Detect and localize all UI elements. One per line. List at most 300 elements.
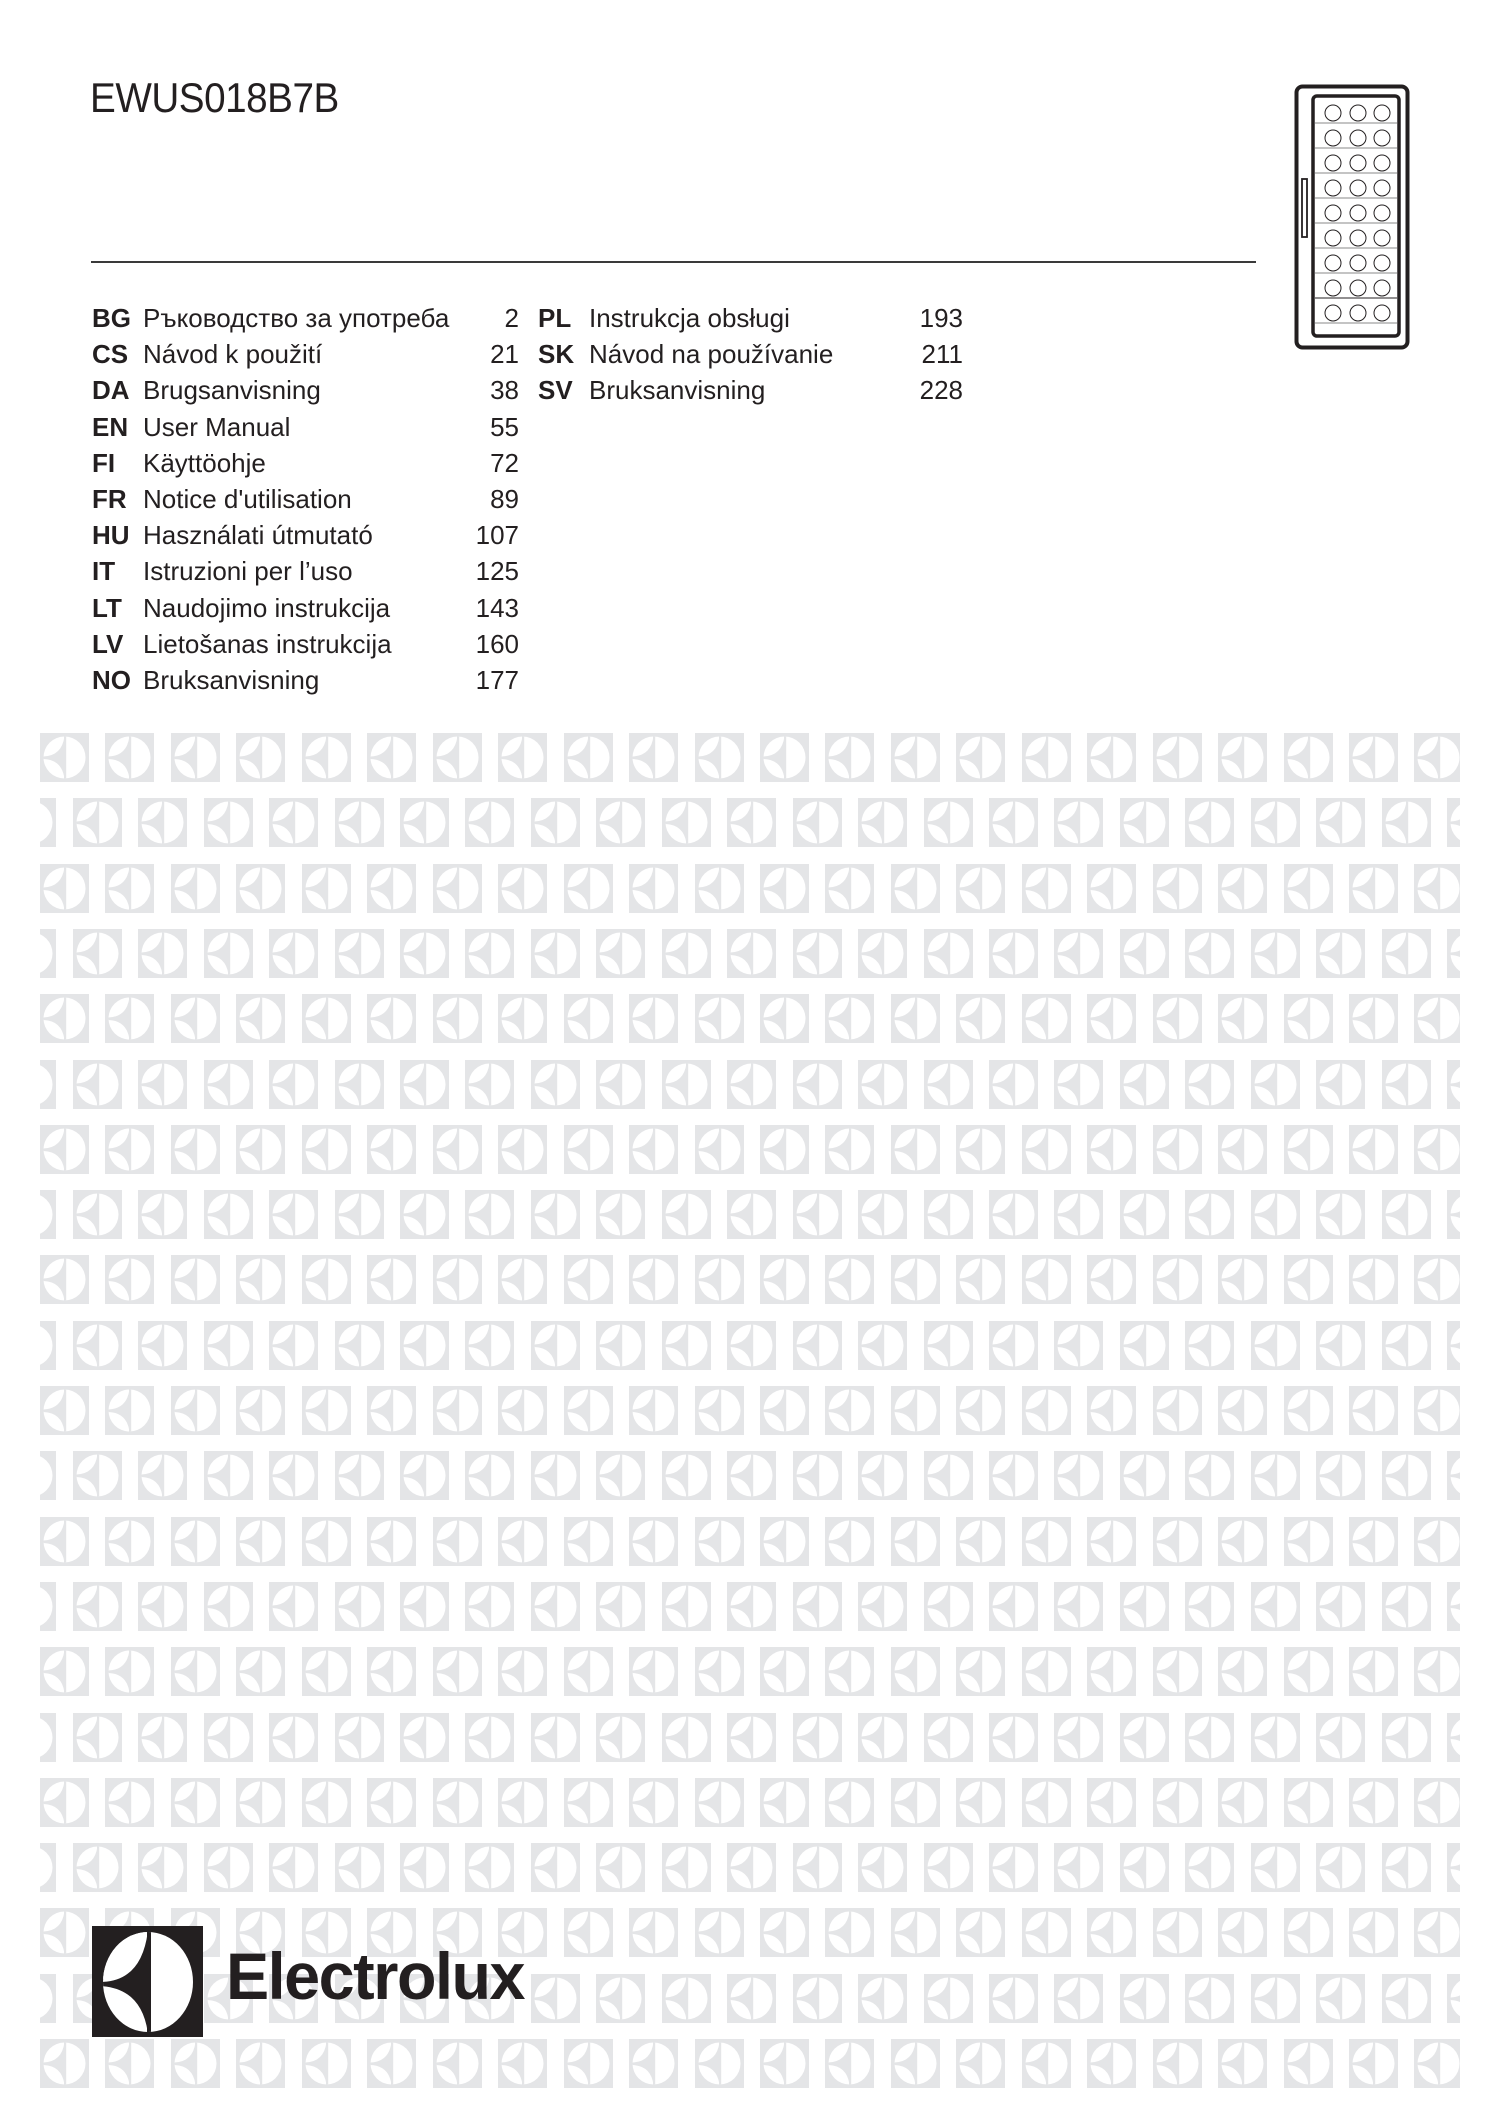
electrolux-symbol-icon	[891, 1255, 940, 1304]
electrolux-symbol-icon	[531, 1060, 580, 1109]
electrolux-symbol-icon	[269, 1582, 318, 1631]
electrolux-symbol-icon	[1349, 733, 1398, 782]
electrolux-symbol-icon	[367, 864, 416, 913]
electrolux-symbol-icon	[498, 2039, 547, 2088]
electrolux-symbol-icon	[105, 1386, 154, 1435]
electrolux-symbol-icon	[400, 798, 449, 847]
electrolux-symbol-icon	[695, 1778, 744, 1827]
electrolux-symbol-icon	[236, 994, 285, 1043]
electrolux-symbol-icon	[1054, 1974, 1103, 2023]
electrolux-symbol-icon	[629, 1255, 678, 1304]
electrolux-symbol-icon	[1153, 733, 1202, 782]
electrolux-symbol-icon	[924, 1321, 973, 1370]
electrolux-symbol-icon	[1316, 798, 1365, 847]
electrolux-symbol-icon	[825, 1386, 874, 1435]
electrolux-symbol-icon	[1414, 1255, 1460, 1304]
electrolux-symbol-icon	[1447, 1843, 1460, 1892]
electrolux-symbol-icon	[564, 1517, 613, 1566]
electrolux-symbol-icon	[40, 1060, 56, 1109]
electrolux-symbol-icon	[1218, 864, 1267, 913]
electrolux-symbol-icon	[1316, 1582, 1365, 1631]
electrolux-symbol-icon	[498, 1778, 547, 1827]
electrolux-symbol-icon	[956, 1778, 1005, 1827]
electrolux-symbol-icon	[956, 994, 1005, 1043]
electrolux-symbol-icon	[1316, 1451, 1365, 1500]
electrolux-symbol-icon	[760, 733, 809, 782]
electrolux-symbol-icon	[1218, 1517, 1267, 1566]
electrolux-symbol-icon	[1349, 1647, 1398, 1696]
electrolux-symbol-icon	[989, 1713, 1038, 1762]
electrolux-symbol-icon	[105, 2039, 154, 2088]
electrolux-symbol-icon	[695, 864, 744, 913]
electrolux-symbol-icon	[1447, 1321, 1460, 1370]
electrolux-symbol-icon	[956, 864, 1005, 913]
electrolux-symbol-icon	[433, 1778, 482, 1827]
electrolux-symbol-icon	[204, 1582, 253, 1631]
electrolux-symbol-icon	[1284, 1125, 1333, 1174]
electrolux-symbol-icon	[564, 733, 613, 782]
electrolux-symbol-icon	[335, 1190, 384, 1239]
electrolux-symbol-icon	[1022, 1125, 1071, 1174]
electrolux-symbol-icon	[400, 1321, 449, 1370]
electrolux-symbol-icon	[498, 1255, 547, 1304]
electrolux-symbol-icon	[662, 1451, 711, 1500]
electrolux-symbol-icon	[236, 1647, 285, 1696]
electrolux-symbol-icon	[400, 1843, 449, 1892]
electrolux-symbol-icon	[1316, 1974, 1365, 2023]
electrolux-symbol-icon	[40, 1321, 56, 1370]
electrolux-symbol-icon	[564, 1908, 613, 1957]
electrolux-symbol-icon	[1414, 733, 1460, 782]
electrolux-symbol-icon	[858, 798, 907, 847]
electrolux-symbol-icon	[1022, 1647, 1071, 1696]
electrolux-symbol-icon	[465, 1060, 514, 1109]
electrolux-symbol-icon	[367, 1255, 416, 1304]
electrolux-symbol-icon	[1251, 1060, 1300, 1109]
electrolux-symbol-icon	[204, 1713, 253, 1762]
electrolux-symbol-icon	[989, 1582, 1038, 1631]
electrolux-symbol-icon	[1087, 1125, 1136, 1174]
electrolux-symbol-icon	[1447, 1190, 1460, 1239]
electrolux-symbol-icon	[105, 864, 154, 913]
electrolux-symbol-icon	[564, 1778, 613, 1827]
electrolux-symbol-icon	[105, 733, 154, 782]
electrolux-symbol-icon	[269, 1713, 318, 1762]
electrolux-symbol-icon	[924, 1190, 973, 1239]
toc-language-code: NO	[92, 665, 131, 695]
electrolux-symbol-icon	[40, 1647, 89, 1696]
electrolux-symbol-icon	[73, 798, 122, 847]
electrolux-symbol-icon	[1054, 1843, 1103, 1892]
electrolux-symbol-icon	[465, 1321, 514, 1370]
electrolux-symbol-icon	[400, 1451, 449, 1500]
electrolux-symbol-icon	[629, 2039, 678, 2088]
electrolux-symbol-icon	[40, 864, 89, 913]
toc-entry-bg	[92, 300, 519, 336]
electrolux-symbol-icon	[1284, 733, 1333, 782]
electrolux-symbol-icon	[367, 1125, 416, 1174]
electrolux-symbol-icon	[400, 1582, 449, 1631]
electrolux-symbol-icon	[1316, 1713, 1365, 1762]
electrolux-symbol-icon	[531, 798, 580, 847]
electrolux-symbol-icon	[204, 1321, 253, 1370]
electrolux-symbol-icon	[891, 1386, 940, 1435]
electrolux-symbol-icon	[465, 1190, 514, 1239]
electrolux-symbol-icon	[204, 1843, 253, 1892]
electrolux-symbol-icon	[727, 1451, 776, 1500]
electrolux-symbol-icon	[1316, 929, 1365, 978]
electrolux-symbol-icon	[629, 994, 678, 1043]
electrolux-symbol-icon	[367, 1778, 416, 1827]
electrolux-symbol-icon	[433, 1125, 482, 1174]
electrolux-symbol-icon	[858, 1582, 907, 1631]
electrolux-symbol-icon	[727, 798, 776, 847]
electrolux-symbol-icon	[138, 1451, 187, 1500]
electrolux-symbol-icon	[1349, 994, 1398, 1043]
electrolux-symbol-icon	[564, 2039, 613, 2088]
toc-entry-lv	[92, 626, 519, 662]
electrolux-symbol-icon	[335, 1713, 384, 1762]
electrolux-symbol-icon	[302, 1386, 351, 1435]
toc-language-code: LV	[92, 628, 124, 659]
electrolux-symbol-icon	[793, 1060, 842, 1109]
toc-language-code: IT	[92, 556, 116, 587]
electrolux-symbol-icon	[662, 1582, 711, 1631]
electrolux-symbol-icon	[1087, 994, 1136, 1043]
electrolux-symbol-icon	[793, 1843, 842, 1892]
electrolux-symbol-icon	[1153, 1647, 1202, 1696]
electrolux-symbol-icon	[1120, 1713, 1169, 1762]
electrolux-symbol-icon	[236, 1125, 285, 1174]
electrolux-symbol-icon	[1284, 1255, 1333, 1304]
toc-manual-title: Használati útmutató	[143, 520, 373, 551]
electrolux-symbol-icon	[662, 798, 711, 847]
electrolux-symbol-icon	[825, 1908, 874, 1957]
electrolux-symbol-icon	[335, 1582, 384, 1631]
electrolux-symbol-icon	[433, 1517, 482, 1566]
electrolux-symbol-icon	[793, 1321, 842, 1370]
electrolux-symbol-icon	[335, 798, 384, 847]
toc-manual-title: User Manual	[143, 411, 291, 442]
electrolux-symbol-icon	[1251, 1190, 1300, 1239]
toc-page-number: 211	[921, 339, 963, 370]
electrolux-symbol-icon	[40, 1974, 56, 2023]
electrolux-symbol-icon	[924, 1582, 973, 1631]
electrolux-symbol-icon	[1382, 1582, 1431, 1631]
electrolux-symbol-icon	[1382, 1974, 1431, 2023]
electrolux-symbol-icon	[1087, 1908, 1136, 1957]
toc-page-number: 228	[919, 375, 963, 406]
electrolux-symbol-icon	[105, 1255, 154, 1304]
electrolux-symbol-icon	[629, 1386, 678, 1435]
electrolux-symbol-icon	[236, 2039, 285, 2088]
electrolux-symbol-icon	[1382, 798, 1431, 847]
toc-entry-sk	[538, 336, 963, 372]
electrolux-symbol-icon	[1414, 994, 1460, 1043]
electrolux-symbol-icon	[236, 1255, 285, 1304]
electrolux-symbol-icon	[73, 1060, 122, 1109]
electrolux-symbol-icon	[73, 1321, 122, 1370]
electrolux-symbol-icon	[171, 733, 220, 782]
electrolux-symbol-icon	[1316, 1060, 1365, 1109]
electrolux-symbol-icon	[236, 1778, 285, 1827]
electrolux-symbol-icon	[1087, 1517, 1136, 1566]
electrolux-symbol-icon	[629, 864, 678, 913]
electrolux-symbol-icon	[989, 1190, 1038, 1239]
electrolux-symbol-icon	[1382, 1060, 1431, 1109]
electrolux-symbol-icon	[40, 798, 56, 847]
electrolux-symbol-icon	[989, 929, 1038, 978]
electrolux-symbol-icon	[400, 1060, 449, 1109]
electrolux-symbol-icon	[335, 929, 384, 978]
electrolux-symbol-icon	[335, 1451, 384, 1500]
electrolux-symbol-icon	[891, 1125, 940, 1174]
electrolux-symbol-icon	[1087, 2039, 1136, 2088]
electrolux-symbol-icon	[1120, 1321, 1169, 1370]
electrolux-symbol-icon	[760, 1778, 809, 1827]
electrolux-symbol-icon	[891, 1647, 940, 1696]
electrolux-symbol-icon	[1022, 2039, 1071, 2088]
electrolux-symbol-icon	[924, 929, 973, 978]
electrolux-symbol-icon	[1316, 1321, 1365, 1370]
electrolux-symbol-icon	[498, 994, 547, 1043]
electrolux-symbol-icon	[335, 1843, 384, 1892]
electrolux-symbol-icon	[760, 1255, 809, 1304]
electrolux-symbol-icon	[564, 864, 613, 913]
toc-language-code: SV	[538, 375, 573, 406]
header-divider	[91, 261, 1256, 263]
electrolux-symbol-icon	[171, 864, 220, 913]
electrolux-symbol-icon	[105, 994, 154, 1043]
electrolux-symbol-icon	[1120, 1190, 1169, 1239]
electrolux-symbol-icon	[596, 1451, 645, 1500]
electrolux-symbol-icon	[1284, 1778, 1333, 1827]
electrolux-symbol-icon	[1349, 1386, 1398, 1435]
toc-page-number: 38	[490, 375, 519, 406]
toc-language-code: SK	[538, 339, 575, 370]
electrolux-symbol-icon	[433, 994, 482, 1043]
electrolux-symbol-icon	[891, 994, 940, 1043]
electrolux-symbol-icon	[695, 1647, 744, 1696]
electrolux-symbol-icon	[596, 929, 645, 978]
electrolux-symbol-icon	[531, 1843, 580, 1892]
electrolux-symbol-icon	[1414, 1647, 1460, 1696]
electrolux-symbol-icon	[596, 1582, 645, 1631]
electrolux-symbol-icon	[1414, 864, 1460, 913]
toc-manual-title: Bruksanvisning	[143, 665, 320, 695]
electrolux-symbol-icon	[302, 1778, 351, 1827]
electrolux-symbol-icon	[956, 1908, 1005, 1957]
toc-language-code: CS	[92, 339, 129, 370]
electrolux-symbol-icon	[1382, 1713, 1431, 1762]
electrolux-symbol-icon	[1349, 1778, 1398, 1827]
electrolux-symbol-icon	[1414, 1125, 1460, 1174]
electrolux-symbol-icon	[564, 1647, 613, 1696]
toc-entry-fi	[92, 445, 519, 481]
electrolux-symbol-icon	[269, 798, 318, 847]
electrolux-symbol-icon	[1022, 1908, 1071, 1957]
electrolux-symbol-icon	[73, 1843, 122, 1892]
toc-language-code: PL	[538, 303, 572, 333]
electrolux-symbol-icon	[73, 1190, 122, 1239]
electrolux-symbol-icon	[1349, 864, 1398, 913]
electrolux-symbol-icon	[105, 1517, 154, 1566]
toc-page-number: 193	[919, 303, 963, 333]
electrolux-symbol-icon	[433, 1647, 482, 1696]
electrolux-symbol-icon	[596, 1974, 645, 2023]
electrolux-symbol-icon	[1218, 1908, 1267, 1957]
electrolux-symbol-icon	[662, 1974, 711, 2023]
electrolux-symbol-icon	[1054, 1713, 1103, 1762]
toc-manual-title: Notice d'utilisation	[143, 484, 352, 514]
electrolux-symbol-icon	[695, 2039, 744, 2088]
electrolux-symbol-icon	[1185, 1582, 1234, 1631]
electrolux-symbol-icon	[1447, 1582, 1460, 1631]
electrolux-symbol-icon	[662, 1190, 711, 1239]
electrolux-symbol-icon	[302, 1125, 351, 1174]
electrolux-symbol-icon	[1153, 864, 1202, 913]
toc-language-code: FR	[92, 484, 127, 514]
electrolux-symbol-icon	[760, 1517, 809, 1566]
toc-entry-hu	[92, 517, 519, 553]
electrolux-symbol-icon	[1153, 994, 1202, 1043]
electrolux-symbol-icon	[727, 1713, 776, 1762]
electrolux-symbol-icon	[956, 1517, 1005, 1566]
electrolux-symbol-icon	[1022, 733, 1071, 782]
electrolux-symbol-icon	[335, 1321, 384, 1370]
electrolux-symbol-icon	[695, 994, 744, 1043]
electrolux-symbol-icon	[105, 1125, 154, 1174]
electrolux-symbol-icon	[760, 1386, 809, 1435]
electrolux-symbol-icon	[629, 1778, 678, 1827]
electrolux-symbol-icon	[269, 1060, 318, 1109]
electrolux-symbol-icon	[40, 1713, 56, 1762]
electrolux-symbol-icon	[956, 1386, 1005, 1435]
electrolux-symbol-icon	[1349, 1125, 1398, 1174]
electrolux-symbol-icon	[956, 1255, 1005, 1304]
electrolux-symbol-icon	[138, 798, 187, 847]
electrolux-symbol-icon	[1349, 2039, 1398, 2088]
electrolux-symbol-icon	[269, 1321, 318, 1370]
electrolux-symbol-icon	[629, 1125, 678, 1174]
toc-entry-lt	[92, 590, 519, 626]
electrolux-symbol-icon	[433, 2039, 482, 2088]
electrolux-symbol-icon	[1054, 1190, 1103, 1239]
toc-entry-da	[92, 372, 519, 408]
electrolux-symbol-icon	[825, 2039, 874, 2088]
toc-entry-fr	[92, 481, 519, 517]
electrolux-symbol-icon	[171, 1647, 220, 1696]
electrolux-symbol-icon	[204, 1190, 253, 1239]
electrolux-symbol-icon	[858, 1713, 907, 1762]
electrolux-symbol-icon	[531, 1582, 580, 1631]
electrolux-symbol-icon	[891, 1517, 940, 1566]
electrolux-symbol-icon	[1185, 1321, 1234, 1370]
electrolux-symbol-icon	[1284, 1647, 1333, 1696]
electrolux-symbol-icon	[400, 1713, 449, 1762]
electrolux-symbol-icon	[825, 1125, 874, 1174]
electrolux-symbol-icon	[727, 1321, 776, 1370]
toc-page-number: 2	[504, 303, 519, 333]
electrolux-pattern-background	[40, 730, 1460, 2090]
electrolux-symbol-icon	[1251, 1843, 1300, 1892]
electrolux-symbol-icon	[1284, 1517, 1333, 1566]
electrolux-symbol-icon	[1218, 994, 1267, 1043]
toc-manual-title: Naudojimo instrukcija	[143, 592, 391, 623]
electrolux-symbol-icon	[498, 1386, 547, 1435]
electrolux-symbol-icon	[302, 1517, 351, 1566]
electrolux-symbol-icon	[1218, 1255, 1267, 1304]
electrolux-symbol-icon	[531, 1321, 580, 1370]
toc-manual-title: Brugsanvisning	[143, 375, 321, 406]
electrolux-symbol-icon	[236, 733, 285, 782]
electrolux-symbol-icon	[1284, 1386, 1333, 1435]
electrolux-symbol-icon	[465, 1843, 514, 1892]
electrolux-symbol-icon	[825, 1255, 874, 1304]
electrolux-symbol-icon	[727, 1582, 776, 1631]
electrolux-symbol-icon	[40, 1451, 56, 1500]
electrolux-symbol-icon	[40, 994, 89, 1043]
electrolux-symbol-icon	[727, 1843, 776, 1892]
toc-page-number: 107	[475, 520, 519, 551]
electrolux-symbol-icon	[1120, 1974, 1169, 2023]
electrolux-symbol-icon	[1022, 1517, 1071, 1566]
electrolux-symbol-icon	[629, 1517, 678, 1566]
electrolux-symbol-icon	[695, 1908, 744, 1957]
electrolux-symbol-icon	[1382, 1321, 1431, 1370]
toc-page-number: 143	[475, 592, 519, 623]
electrolux-symbol-icon	[924, 1451, 973, 1500]
electrolux-symbol-icon	[138, 1582, 187, 1631]
electrolux-symbol-icon	[1153, 1125, 1202, 1174]
electrolux-symbol-icon	[1414, 1778, 1460, 1827]
electrolux-symbol-icon	[1382, 929, 1431, 978]
electrolux-symbol-icon	[204, 798, 253, 847]
electrolux-symbol-icon	[1447, 1974, 1460, 2023]
electrolux-symbol-icon	[498, 864, 547, 913]
electrolux-symbol-icon	[105, 1778, 154, 1827]
electrolux-symbol-icon	[1414, 1386, 1460, 1435]
electrolux-symbol-icon	[1185, 1974, 1234, 2023]
electrolux-symbol-icon	[1153, 1778, 1202, 1827]
electrolux-symbol-icon	[302, 1647, 351, 1696]
electrolux-symbol-icon	[367, 1517, 416, 1566]
electrolux-symbol-icon	[236, 1386, 285, 1435]
electrolux-symbol-icon	[662, 929, 711, 978]
electrolux-symbol-icon	[858, 1974, 907, 2023]
electrolux-symbol-icon	[40, 1386, 89, 1435]
electrolux-symbol-icon	[1054, 798, 1103, 847]
electrolux-symbol-icon	[858, 929, 907, 978]
electrolux-symbol-icon	[171, 994, 220, 1043]
electrolux-symbol-icon	[858, 1060, 907, 1109]
electrolux-symbol-icon	[793, 798, 842, 847]
electrolux-symbol-icon	[793, 1713, 842, 1762]
electrolux-symbol-icon	[40, 1778, 89, 1827]
electrolux-wordmark: Electrolux	[226, 1939, 525, 2013]
electrolux-symbol-icon	[1316, 1843, 1365, 1892]
electrolux-symbol-icon	[793, 929, 842, 978]
electrolux-symbol-icon	[695, 1255, 744, 1304]
electrolux-symbol-icon	[1218, 1386, 1267, 1435]
electrolux-symbol-icon	[989, 1974, 1038, 2023]
electrolux-symbol-icon	[1382, 1843, 1431, 1892]
electrolux-symbol-icon	[498, 733, 547, 782]
electrolux-symbol-icon	[138, 929, 187, 978]
electrolux-symbol-icon	[171, 1125, 220, 1174]
toc-entry-no	[92, 662, 519, 698]
electrolux-symbol-icon	[138, 1713, 187, 1762]
